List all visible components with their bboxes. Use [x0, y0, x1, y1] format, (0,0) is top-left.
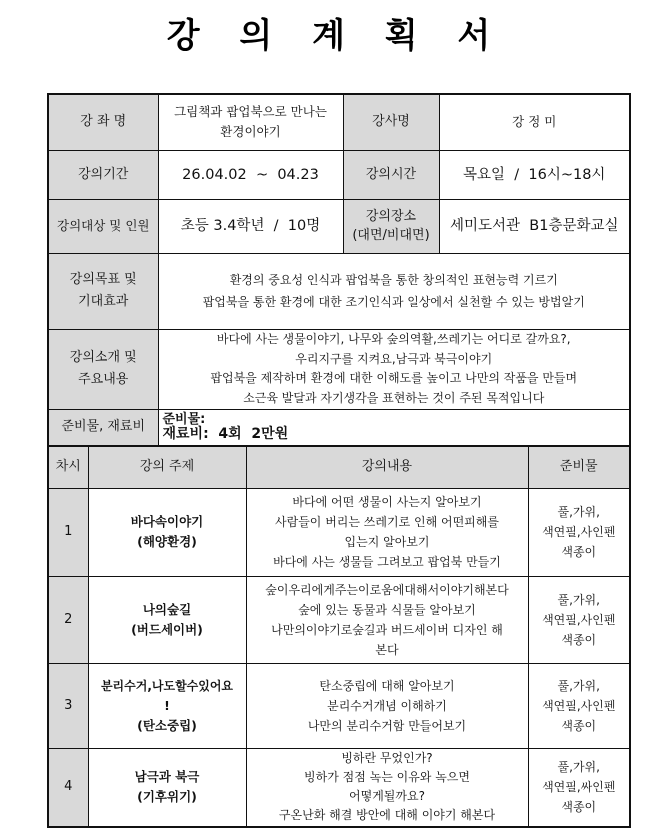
session-content: 탄소중립에 대해 알아보기 분리수거개념 이해하기 나만의 분리수거함 만들어보기: [246, 663, 528, 748]
place-label: 강의장소 (대면/비대면): [343, 199, 439, 253]
header-prep: 준비물: [528, 446, 630, 488]
goal-label: 강의목표 및 기대효과: [48, 253, 158, 329]
intro-value: 바다에 사는 생물이야기, 나무와 숲의역활,쓰레기는 어디로 갈까요?, 우리지구를 지켜요,남극과 북극이야기 팝업북을 제작하며 환경에 대한 이해도를 높이고 나만의 작품을 만들며 소근육 발달과 자기생각을 표현하는 것이 주된 목적입니다: [158, 329, 630, 409]
session-prep: 풀,가위, 색연필,사인펜 색종이: [528, 576, 630, 663]
session-prep: 풀,가위, 색연필,사인펜 색종이: [528, 488, 630, 576]
session-number: 1: [48, 488, 88, 576]
schedule-table: [47, 445, 631, 828]
header-content: 강의내용: [246, 446, 528, 488]
session-content: 바다에 어떤 생물이 사는지 알아보기 사람들이 버리는 쓰레기로 인해 어떤피해를 입는지 알아보기 바다에 사는 생물들 그려보고 팝업북 만들기: [246, 488, 528, 576]
session-content: 빙하란 무었인가? 빙하가 점점 녹는 이유와 녹으면 어떻게될까요? 구온난화 해결 방안에 대해 이야기 해본다: [246, 748, 528, 827]
target-label: 강의대상 및 인원: [48, 199, 158, 253]
schedule-row: [48, 576, 630, 663]
period-label: 강의기간: [48, 150, 158, 199]
session-topic: 바다속이야기 (해양환경): [88, 488, 246, 576]
instructor-label: 강사명: [343, 94, 439, 150]
session-prep: 풀,가위, 색연필,싸인펜 색종이: [528, 748, 630, 827]
intro-label: 강의소개 및 주요내용: [48, 329, 158, 409]
time-label: 강의시간: [343, 150, 439, 199]
schedule-row: [48, 488, 630, 576]
row-course-name: [48, 94, 630, 150]
session-topic: 남극과 북극 (기후위기): [88, 748, 246, 827]
header-topic: 강의 주제: [88, 446, 246, 488]
session-number: 2: [48, 576, 88, 663]
session-topic: 나의숲길 (버드세이버): [88, 576, 246, 663]
course-info-table: [47, 93, 631, 447]
place-value: 세미도서관 B1층문화교실: [439, 199, 630, 253]
session-number: 4: [48, 748, 88, 827]
schedule-row: [48, 663, 630, 748]
period-value: 26.04.02 ~ 04.23: [158, 150, 343, 199]
target-value: 초등 3.4학년 / 10명: [158, 199, 343, 253]
row-materials: [48, 409, 630, 446]
goal-value: 환경의 중요성 인식과 팝업북을 통한 창의적인 표현능력 기르기 팝업북을 통한 환경에 대한 조기인식과 일상에서 실천할 수 있는 방법알기: [158, 253, 630, 329]
schedule-row: [48, 748, 630, 827]
time-value: 목요일 / 16시~18시: [439, 150, 630, 199]
materials-label: 준비물, 재료비: [48, 409, 158, 446]
session-number: 3: [48, 663, 88, 748]
session-topic: 분리수거,나도할수있어요 ! (탄소중립): [88, 663, 246, 748]
document-title: 강 의 계 획 서: [166, 16, 505, 56]
row-intro: [48, 329, 630, 409]
course-name-label: 강 좌 명: [48, 94, 158, 150]
row-period: [48, 150, 630, 199]
session-prep: 풀,가위, 색연필,사인펜 색종이: [528, 663, 630, 748]
instructor-value: 강 정 미: [439, 94, 630, 150]
row-goal: [48, 253, 630, 329]
row-target: [48, 199, 630, 253]
schedule-header-row: [48, 446, 630, 488]
materials-value: 준비물: 재료비: 4회 2만원: [158, 409, 630, 446]
course-name-value: 그림책과 팝업북으로 만나는 환경이야기: [158, 94, 343, 150]
header-session: 차시: [48, 446, 88, 488]
session-content: 숲이우리에게주는이로움에대해서이야기해본다 숲에 있는 동물과 식물들 알아보기 나만의이야기로숲길과 버드세이버 디자인 해 본다: [246, 576, 528, 663]
